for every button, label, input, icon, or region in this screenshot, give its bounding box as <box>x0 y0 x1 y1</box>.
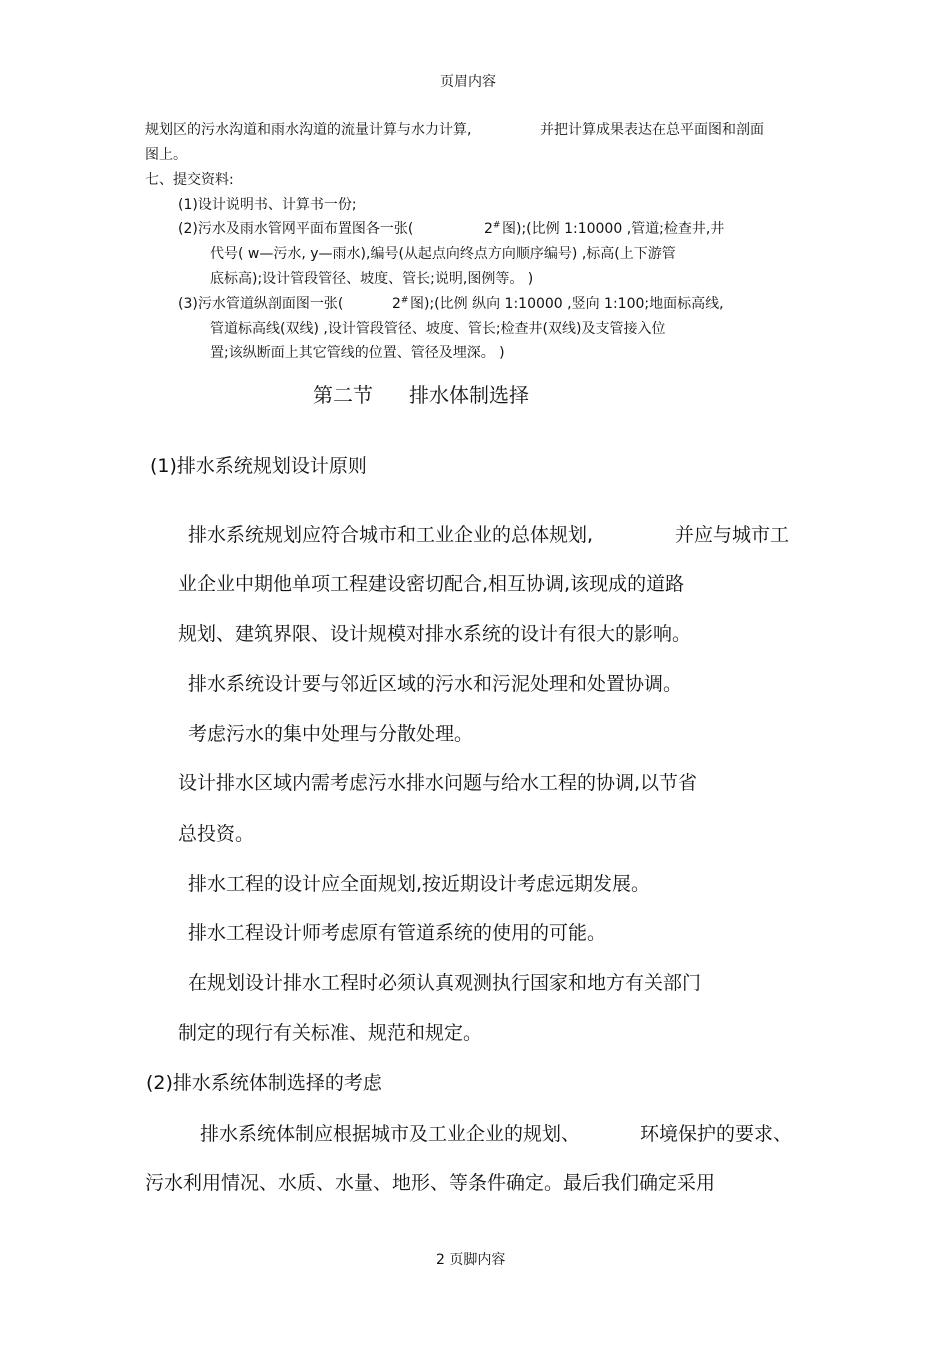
intro-line-1a: 规划区的污水沟道和雨水沟道的流量计算与水力计算, <box>145 122 472 138</box>
submit-item-2-line-3: 底标高);设计管段管径、坡度、管长;说明,图例等。 ) <box>210 271 534 287</box>
submit-item-2-line-2: 代号( w—污水, y—雨水),编号(从起点向终点方向顺序编号) ,标高(上下游管 <box>210 246 676 262</box>
para-4-line-2: 总投资。 <box>178 823 255 845</box>
subsection-1-heading: (1)排水系统规划设计原则 <box>150 455 367 477</box>
submit-item-3-line-1c: 图);(比例 纵向 1:10000 ,竖向 1:100;地面标高线, <box>410 296 724 312</box>
submit-item-3-sheet <box>392 295 408 313</box>
submit-title: 七、提交资料: <box>145 172 234 188</box>
sheet-mark: # <box>492 220 501 231</box>
submit-item-2-line-1a: (2)污水及雨水管网平面布置图各一张( <box>178 221 414 237</box>
para-2: 排水系统设计要与邻近区域的污水和污泥处理和处置协调。 <box>188 673 683 695</box>
para-1-line-3: 规划、建筑界限、设计规模对排水系统的设计有很大的影响。 <box>178 623 692 645</box>
sub2-para-line-2: 污水利用情况、水质、水量、地形、等条件确定。最后我们确定采用 <box>145 1172 716 1194</box>
para-7-line-1: 在规划设计排水工程时必须认真观测执行国家和地方有关部门 <box>188 972 702 994</box>
sheet-mark: # <box>400 295 409 306</box>
submit-item-2-sheet <box>484 220 500 238</box>
sub2-para-line-1b: 环境保护的要求、 <box>640 1123 793 1145</box>
para-5: 排水工程的设计应全面规划,按近期设计考虑远期发展。 <box>188 873 651 895</box>
submit-item-1: (1)设计说明书、计算书一份; <box>178 197 357 213</box>
page-header: 页眉内容 <box>440 74 496 90</box>
submit-item-3-line-1a: (3)污水管道纵剖面图一张( <box>178 296 344 312</box>
subsection-2-heading: (2)排水系统体制选择的考虑 <box>146 1072 382 1094</box>
submit-item-3-line-2: 管道标高线(双线) ,设计管段管径、坡度、管长;检查井(双线)及支管接入位 <box>210 321 666 337</box>
submit-item-2-line-1c: 图);(比例 1:10000 ,管道;检查井,井 <box>502 221 725 237</box>
para-3: 考虑污水的集中处理与分散处理。 <box>188 723 474 745</box>
intro-line-1b: 并把计算成果表达在总平面图和剖面 <box>540 122 764 138</box>
sheet-size: 2 <box>484 221 493 237</box>
submit-item-3-line-3: 置;该纵断面上其它管线的位置、管径及埋深。 ) <box>210 345 505 361</box>
para-7-line-2: 制定的现行有关标准、规范和规定。 <box>178 1022 483 1044</box>
para-4-line-1: 设计排水区域内需考虑污水排水问题与给水工程的协调,以节省 <box>178 772 698 794</box>
page-footer: 2 页脚内容 <box>436 1252 506 1268</box>
para-1-line-1a: 排水系统规划应符合城市和工业企业的总体规划, <box>188 524 594 546</box>
sub2-para-line-1a: 排水系统体制应根据城市及工业企业的规划、 <box>200 1123 581 1145</box>
para-6: 排水工程设计师考虑原有管道系统的使用的可能。 <box>188 922 607 944</box>
para-1-line-1b: 并应与城市工 <box>675 524 790 546</box>
section-name: 排水体制选择 <box>409 383 529 407</box>
section-number: 第二节 <box>313 383 373 407</box>
intro-line-2: 图上。 <box>145 147 187 163</box>
sheet-size: 2 <box>392 296 401 312</box>
para-1-line-2: 业企业中期他单项工程建设密切配合,相互协调,该现成的道路 <box>178 573 685 595</box>
